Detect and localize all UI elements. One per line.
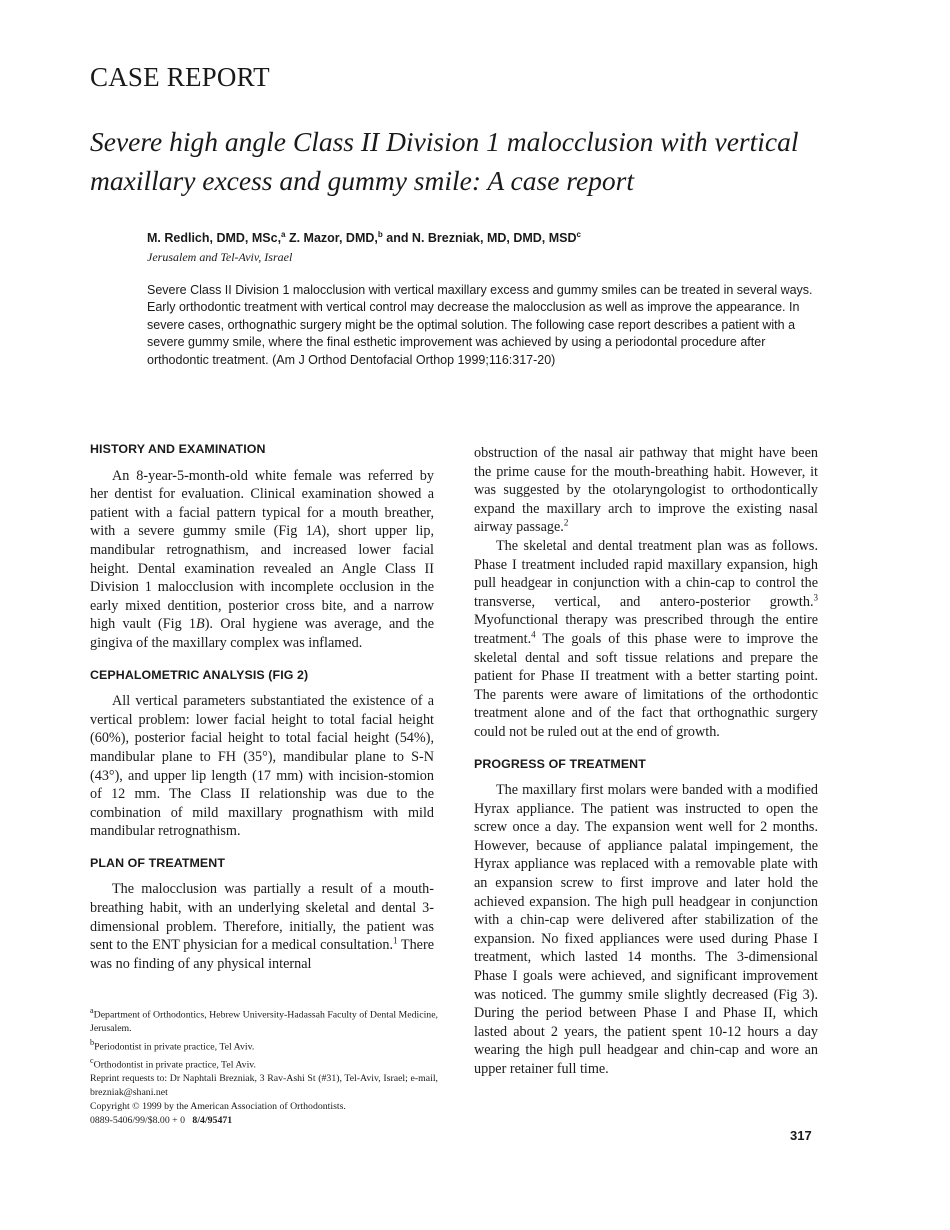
author-mazor-affiliation-mark: b xyxy=(377,230,383,239)
author-redlich: M. Redlich, DMD, MSc, xyxy=(147,231,282,246)
left-column xyxy=(90,440,434,973)
author-list xyxy=(147,230,581,245)
footnotes xyxy=(90,1004,438,1128)
article-code xyxy=(90,1114,438,1128)
cephalometric-paragraph: All vertical parameters substantiated the existence of a vertical problem: lower facial height to total facial height (60%), posterior facial height to total facial height (54%), mandibular plane to FH (35°), mandibular plane to S-N (43°), and upper lip length (17 mm) with incision-stomion of 12 mm. The Class II relationship was due to the combination of mild maxillary prognathism with mild mandibular retrognathism. xyxy=(90,693,434,840)
history-text-1: An 8-year-5-month-old white female was referred by her dentist for evaluation. Clinical examination showed a patient with a facial pattern typical for a mouth breather, with a severe gummy smile (Fig 1 xyxy=(90,467,434,540)
plan-paragraph-start xyxy=(90,880,434,973)
progress-paragraph: The maxillary first molars were banded with a modified Hyrax appliance. The patient was instructed to open the screw once a day. The expansion went well for 2 months. However, because of appliance palatal impingement, the Hyrax appliance was replaced with a removable plate with an expansion screw to first improve and later hold the achieved expansion. The high pull headgear in conjunction with a chin-cap were delivered after stabilization of the expansion. No fixed appliances were used during Phase I treatment, which lasted 14 months. The 3-dimensional Phase I goals were achieved, and significant improvement was noticed. The gummy smile slightly decreased (Fig 3). During the period between Phase I and Phase II, which lasted about 2 years, the patient spent 10-12 hours a day wearing the high pull headgear and chin-cap and wore an upper retainer full time. xyxy=(474,782,818,1077)
section-label: CASE REPORT xyxy=(90,62,270,92)
page-number: 317 xyxy=(790,1128,812,1143)
footnote-b xyxy=(90,1036,438,1054)
author-brezniak-affiliation-mark: c xyxy=(576,230,581,239)
plan-heading: PLAN OF TREATMENT xyxy=(90,855,226,870)
cephalometric-heading: CEPHALOMETRIC ANALYSIS (FIG 2) xyxy=(90,667,309,682)
right-column xyxy=(474,444,818,1079)
footnote-a-text: Department of Orthodontics, Hebrew University-Hadassah Faculty of Dental Medicine, Jerusalem. xyxy=(90,1009,438,1035)
history-paragraph xyxy=(90,467,434,653)
figure-ref-1a: A xyxy=(312,523,322,540)
footnote-a-mark: a xyxy=(90,1006,94,1015)
plan-paragraph-continued xyxy=(474,444,818,537)
reference-3: 3 xyxy=(813,592,818,603)
reference-1: 1 xyxy=(393,935,398,946)
reference-2: 2 xyxy=(563,517,569,528)
treatment-plan-text-1: The skeletal and dental treatment plan was as follows. Phase I treatment included rapid maxillary expansion, high pull headgear in conjunction with a chin-cap to control the transverse, vertical, and antero-posterior growth. xyxy=(474,537,818,610)
history-text-3: ). Oral hygiene was average, and the gingiva of the maxillary complex was inflamed. xyxy=(90,616,434,651)
plan-continued-text: obstruction of the nasal air pathway that might have been the prime cause for the mouth-breathing habit. However, it was suggested by the otolaryngologist to orthodontically expand the maxillary arch to improve the existing nasal airway passage. xyxy=(474,445,818,536)
footnote-b-mark: b xyxy=(90,1038,95,1048)
plan-text-1: The malocclusion was partially a result of a mouth-breathing habit, with an underlying skeletal and dental 3-dimensional problem. Therefore, initially, the patient was sent to the ENT physician for a medical consultation. xyxy=(90,881,434,954)
author-affiliation: Jerusalem and Tel-Aviv, Israel xyxy=(147,250,293,264)
author-brezniak: and N. Brezniak, MD, DMD, MSD xyxy=(382,231,577,246)
article-title: Severe high angle Class II Division 1 malocclusion with vertical maxillary excess and gummy smile: A case report xyxy=(90,126,799,196)
figure-ref-1b: B xyxy=(196,616,205,633)
footnote-c-text: Orthodontist in private practice, Tel Aviv. xyxy=(93,1059,256,1071)
author-mazor: Z. Mazor, DMD, xyxy=(285,231,378,246)
footnote-a xyxy=(90,1004,438,1036)
footnote-c xyxy=(90,1054,438,1072)
footnote-c-mark: c xyxy=(90,1056,94,1066)
abstract: Severe Class II Division 1 malocclusion with vertical maxillary excess and gummy smiles can be treated in several ways. Early orthodontic treatment with vertical control may decrease the malocclusion as well as improve the appearance. In severe cases, orthognathic surgery might be the optimal solution. The following case report describes a patient with a severe gummy smile, where the final esthetic improvement was achieved by using a periodontal procedure after orthodontic treatment. (Am J Orthod Dentofacial Orthop 1999;116:317-20) xyxy=(147,283,813,367)
reference-4: 4 xyxy=(531,629,536,640)
reprint-requests: Reprint requests to: Dr Naphtali Brezniak, 3 Rav-Ashi St (#31), Tel-Aviv, Israel; e-mail, brezniak@shani.net xyxy=(90,1073,438,1099)
article-id: 8/4/95471 xyxy=(192,1115,233,1127)
history-heading: HISTORY AND EXAMINATION xyxy=(90,442,266,456)
progress-heading: PROGRESS OF TREATMENT xyxy=(474,756,646,771)
plan-text-2: There was no finding of any physical internal xyxy=(90,937,435,972)
price-code: 0889-5406/99/$8.00 + 0 xyxy=(90,1115,186,1127)
treatment-plan-text-3: The goals of this phase were to improve the skeletal dental and soft tissue relations and prepare the patient for Phase II treatment with a better starting point. The parents were aware of limitations of the orthodontic treatment alone and of the fact that orthognathic surgery could not be ruled out at the end of growth. xyxy=(474,630,818,740)
author-redlich-affiliation-mark: a xyxy=(281,230,286,239)
treatment-plan-paragraph xyxy=(474,537,818,742)
history-text-2: ), short upper lip, mandibular retrognathism, and increased lower facial height. Dental examination revealed an Angle Class II Division 1 malocclusion with incomplete occlusion in the early mixed dentition, posterior cross bite, and a narrow high vault (Fig 1 xyxy=(90,523,434,633)
treatment-plan-text-2: Myofunctional therapy was prescribed through the entire treatment. xyxy=(474,612,818,647)
copyright-notice: Copyright © 1999 by the American Association of Orthodontists. xyxy=(90,1101,346,1113)
footnote-b-text: Periodontist in private practice, Tel Aviv. xyxy=(94,1041,255,1053)
